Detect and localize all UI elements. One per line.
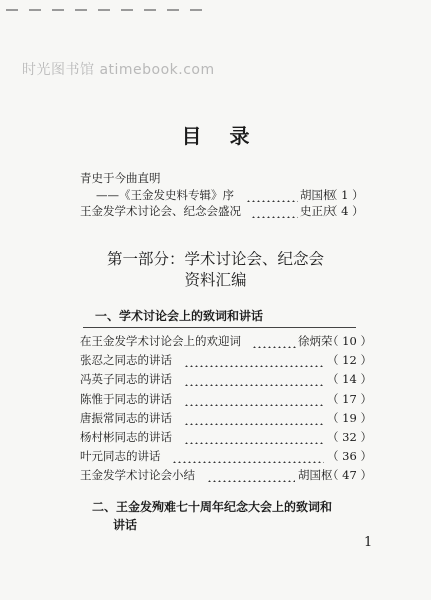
section-one-heading: 一、学术讨论会上的致词和讲话 — [95, 309, 264, 323]
leader-dots — [184, 356, 324, 367]
toc-entry-page: （ 17 ） — [327, 392, 372, 406]
toc-entry-author: 史正庆 — [300, 204, 335, 218]
page-number: 1 — [364, 535, 373, 550]
toc-entry-page: （ 19 ） — [327, 411, 372, 425]
toc-entry-author: 徐炳荣 — [298, 334, 333, 348]
part-one-subheading: 资料汇编 — [184, 271, 247, 289]
part-one-heading: 第一部分：学术讨论会、纪念会 — [106, 250, 324, 268]
toc-entry-author: 胡国枢 — [298, 468, 333, 482]
toc-entry: 陈惟于同志的讲话 — [80, 392, 172, 406]
toc-entry: 冯英子同志的讲话 — [80, 372, 172, 386]
toc-entry-conference: 王金发学术讨论会、纪念会盛况 — [80, 204, 241, 218]
section-two-heading-cont: 讲话 — [113, 518, 138, 532]
title-char-1: 目 — [181, 124, 202, 148]
toc-entry-page: （ 32 ） — [327, 430, 372, 444]
leader-dots — [184, 414, 324, 425]
leader-dots — [251, 207, 298, 218]
toc-entry: 唐振常同志的讲话 — [80, 411, 172, 425]
leader-dots — [207, 471, 295, 482]
toc-entry-preface-title: 青史于今曲直明 — [80, 171, 161, 185]
toc-entry: 王金发学术讨论会小结 — [80, 468, 195, 482]
top-dash-marks — [6, 9, 202, 11]
leader-dots — [184, 375, 324, 386]
leader-dots — [252, 337, 296, 348]
toc-entry-page: （ 14 ） — [327, 372, 372, 386]
toc-entry-preface: ——《王金发史料专辑》序 — [96, 188, 234, 202]
leader-dots — [184, 395, 324, 406]
toc-entry-page: （ 4 ） — [326, 204, 364, 218]
toc-entry-page: （ 1 ） — [326, 188, 364, 202]
leader-dots — [184, 433, 324, 444]
watermark-text: 时光图书馆 atimebook.com — [22, 62, 215, 78]
toc-entry: 杨村彬同志的讲话 — [80, 430, 172, 444]
toc-entry-page: （ 36 ） — [327, 449, 372, 463]
section-divider — [83, 327, 356, 328]
toc-entry: 张忍之同志的讲话 — [80, 353, 172, 367]
toc-entry-page: （ 12 ） — [327, 353, 372, 367]
toc-entry-page: （ 47 ） — [327, 468, 372, 482]
toc-entry: 在王金发学术讨论会上的欢迎词 — [80, 334, 241, 348]
section-two-heading: 二、王金发殉难七十周年纪念大会上的致词和 — [92, 500, 333, 514]
title-char-2: 录 — [229, 124, 250, 148]
toc-entry-page: （ 10 ） — [327, 334, 372, 348]
toc-entry: 叶元同志的讲话 — [80, 449, 161, 463]
page-title — [0, 120, 431, 149]
leader-dots — [246, 191, 298, 202]
toc-entry-author: 胡国枢 — [300, 188, 335, 202]
leader-dots — [172, 452, 324, 463]
